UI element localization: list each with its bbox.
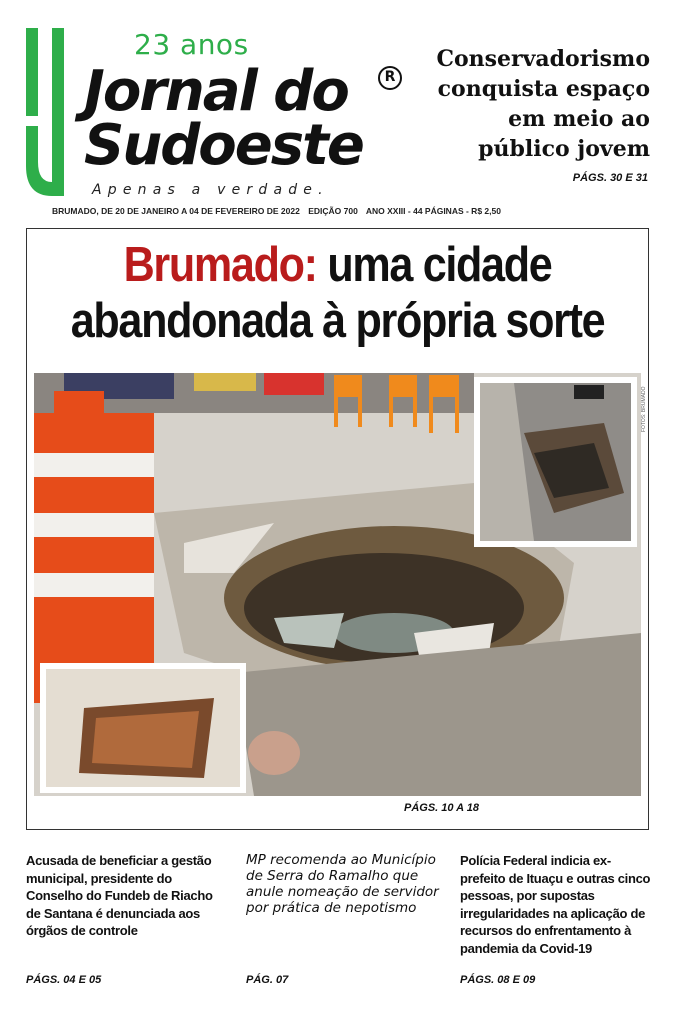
bottom-story-3-pages: PÁGS. 08 E 09: [460, 974, 536, 986]
bottom-story-2-text: MP recomenda ao Município de Serra do Ramalho que anule nomeação de servidor por prática de nepotismo: [246, 852, 439, 916]
bottom-story-1-pages: PÁGS. 04 E 05: [26, 974, 102, 986]
top-story-pages: PÁGS. 30 E 31: [572, 172, 648, 184]
inset-photo-top-right: [474, 377, 637, 547]
traffic-barrel: [34, 391, 154, 703]
bottom-story-2[interactable]: [246, 852, 442, 916]
bottom-story-2-pages: PÁG. 07: [246, 974, 289, 986]
bottom-story-3[interactable]: [460, 852, 656, 957]
inset-photo-bottom-left: [40, 663, 246, 793]
photo-credit: FOTOS: BRUMADO: [641, 386, 647, 432]
anniversary-label: 23 anos: [134, 28, 249, 61]
edition-year: ANO XXIII - 44 PÁGINAS - R$ 2,50: [365, 206, 501, 216]
edition-number: EDIÇÃO 700: [308, 206, 358, 216]
main-headline-line2: abandonada à própria sorte: [70, 294, 605, 348]
masthead-title-line1: Jornal do: [84, 59, 348, 124]
top-story-headline[interactable]: Conservadorismo conquista espaço em meio ao público jovem: [436, 46, 650, 162]
masthead-title-line2: Sudoeste: [84, 113, 363, 178]
main-headline-rest: uma cidade: [327, 238, 552, 292]
masthead-green-bracket: [24, 26, 64, 198]
bottom-story-1[interactable]: [26, 852, 222, 940]
slogan: Apenas a verdade.: [92, 182, 329, 198]
main-photo-collage: [34, 373, 641, 796]
main-headline-line1: [64, 238, 610, 292]
edition-info: [52, 206, 507, 216]
registered-mark: R: [378, 66, 402, 90]
bottom-story-3-text: Polícia Federal indicia ex-prefeito de Ituaçu e outras cinco pessoas, por supostas irregularidades na aplicação de recursos do enfrentamento à pandemia da Covid-19: [460, 853, 651, 956]
main-headline-highlight: Brumado:: [123, 238, 317, 292]
edition-date: BRUMADO, DE 20 DE JANEIRO A 04 DE FEVEREIRO DE 2022: [52, 206, 300, 216]
bottom-story-1-text: Acusada de beneficiar a gestão municipal, presidente do Conselho do Fundeb de Riacho de Santana é denunciada aos órgãos de controle: [26, 853, 213, 938]
main-story-pages: PÁGS. 10 A 18: [404, 802, 479, 814]
